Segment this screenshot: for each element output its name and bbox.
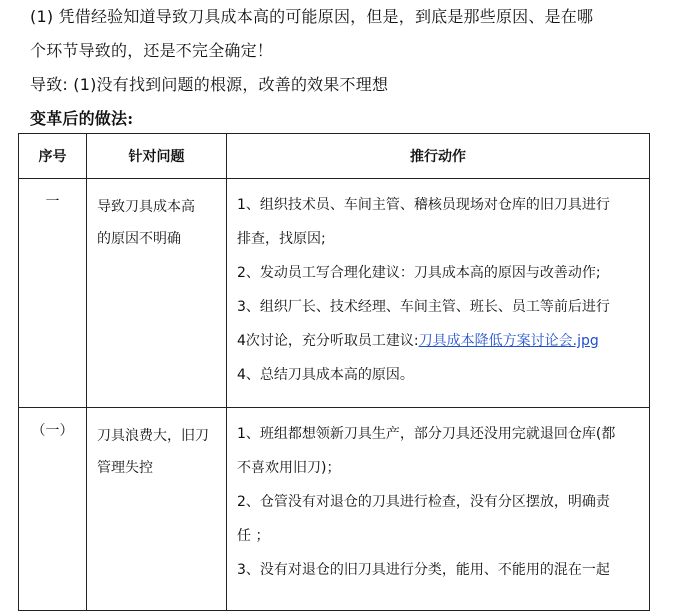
table-row xyxy=(19,408,650,611)
action-line-with-link xyxy=(237,324,641,358)
action-line: 3、组织厂长、技术经理、车间主管、班长、员工等前后进行 xyxy=(237,299,610,315)
row-number: 一 xyxy=(19,179,87,408)
action-line: 3、没有对退仓的旧刀具进行分类，能用、不能用的混在一起 xyxy=(237,562,610,578)
action-line: 1、班组都想领新刀具生产，部分刀具还没用完就退回仓库(都 xyxy=(237,426,616,442)
header-action: 推行动作 xyxy=(227,134,650,179)
attachment-link[interactable]: 刀具成本降低方案讨论会.jpg xyxy=(418,333,599,349)
issue-line: 的原因不明确 xyxy=(97,231,181,247)
issue-line: 导致刀具成本高 xyxy=(97,199,195,215)
table-header-row xyxy=(19,134,650,179)
row-issue xyxy=(87,408,227,611)
action-line: 4、总结刀具成本高的原因。 xyxy=(237,367,414,383)
intro-line-2: 个环节导致的，还是不完全确定！ xyxy=(30,41,274,60)
action-text: 4次讨论，充分听取员工建议: xyxy=(237,333,419,349)
intro-line-3: 导致: (1)没有找到问题的根源，改善的效果不理想 xyxy=(30,75,389,94)
issue-line: 刀具浪费大，旧刀 xyxy=(97,428,209,444)
header-seq: 序号 xyxy=(19,134,87,179)
table-row xyxy=(19,179,650,408)
row-actions xyxy=(227,179,650,408)
issue-line: 管理失控 xyxy=(97,460,153,476)
section-heading: 变革后的做法: xyxy=(30,109,134,128)
intro-line-1: (1) 凭借经验知道导致刀具成本高的可能原因，但是，到底是那些原因、是在哪 xyxy=(30,7,594,26)
header-issue: 针对问题 xyxy=(87,134,227,179)
action-line: 不喜欢用旧刀)； xyxy=(237,460,341,476)
row-issue xyxy=(87,179,227,408)
row-actions xyxy=(227,408,650,611)
action-line: 任 ； xyxy=(237,528,270,544)
row-number: （一） xyxy=(19,408,87,611)
action-line: 1、组织技术员、车间主管、稽核员现场对仓库的旧刀具进行 xyxy=(237,197,610,213)
measures-table xyxy=(18,133,650,611)
action-line: 2、发动员工写合理化建议：刀具成本高的原因与改善动作; xyxy=(237,265,601,281)
action-line: 排查，找原因; xyxy=(237,231,326,247)
action-line: 2、仓管没有对退仓的刀具进行检查，没有分区摆放，明确责 xyxy=(237,494,610,510)
